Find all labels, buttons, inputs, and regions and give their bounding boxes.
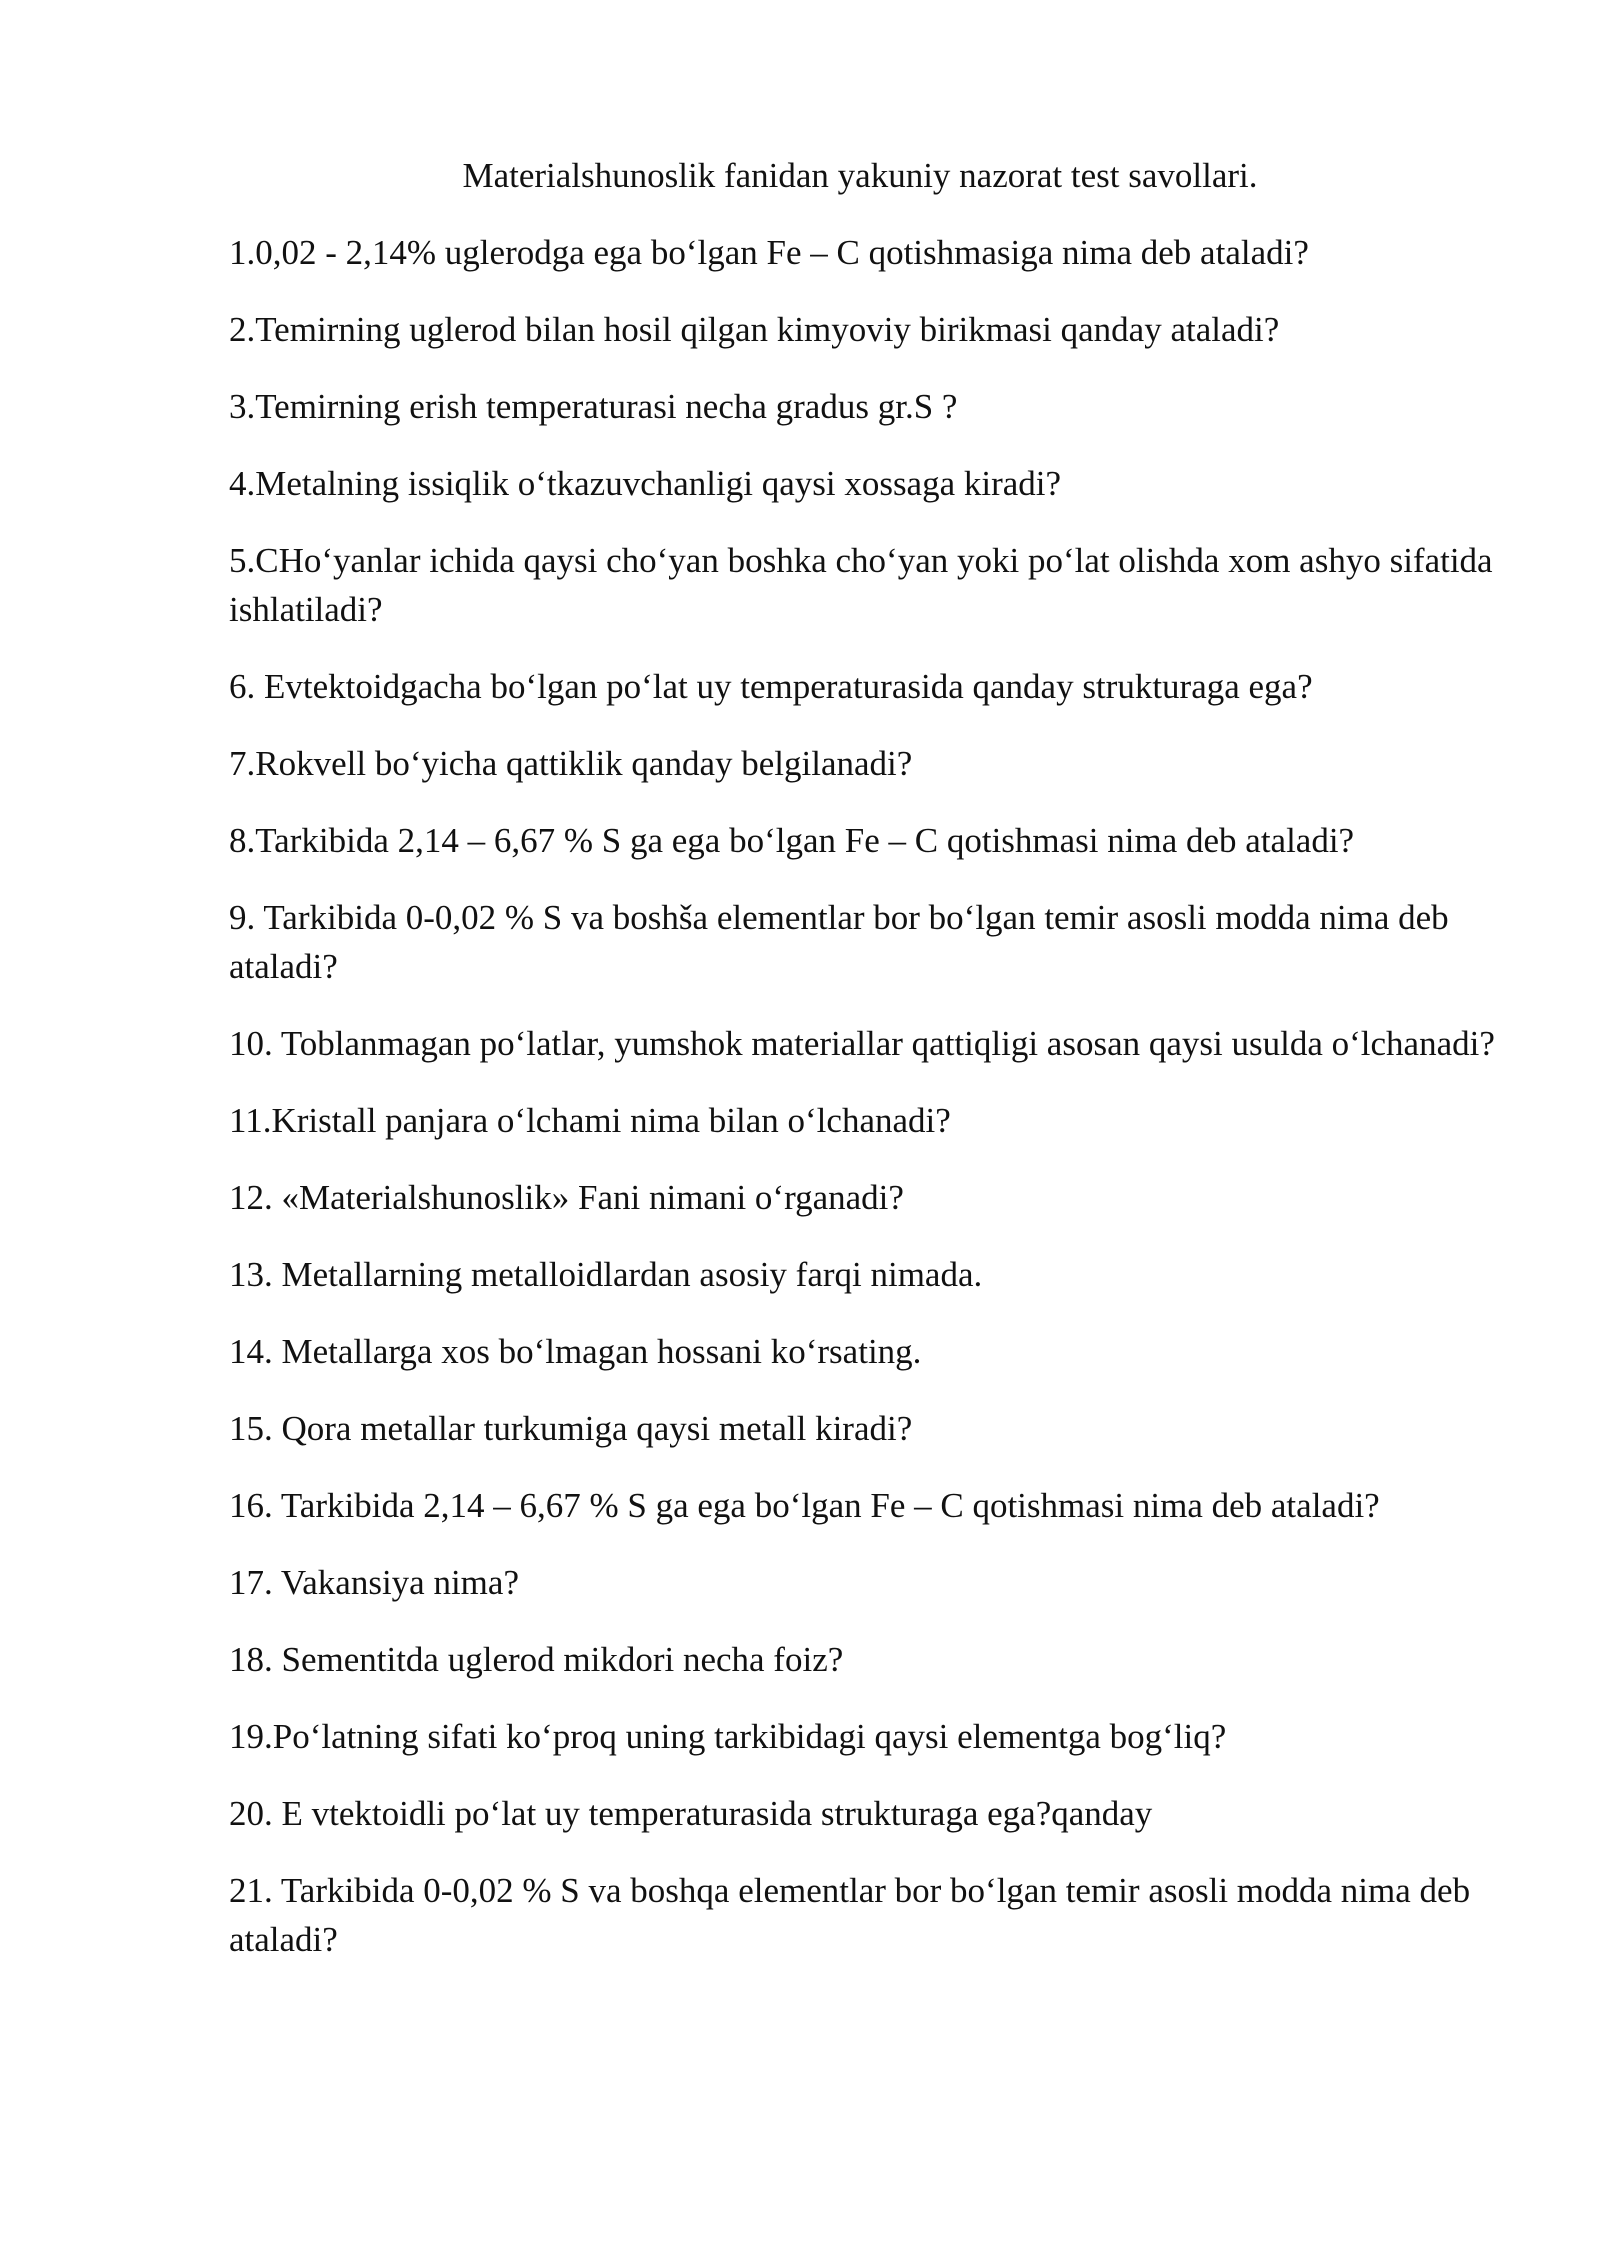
question-12: 12. «Materialshunoslik» Fani nimani o‘rganadi? <box>229 1178 904 1217</box>
document-title: Materialshunoslik fanidan yakuniy nazorat test savollari. <box>462 156 1258 195</box>
question-13: 13. Metallarning metalloidlardan asosiy farqi nimada. <box>229 1255 983 1294</box>
question-15: 15. Qora metallar turkumiga qaysi metall kiradi? <box>229 1409 913 1448</box>
question-20: 20. E vtektoidli po‘lat uy temperaturasida strukturaga ega?qanday <box>229 1794 1153 1833</box>
question-8: 8.Tarkibida 2,14 – 6,67 % S ga ega bo‘lgan Fe – C qotishmasi nima deb ataladi? <box>229 821 1355 860</box>
question-3: 3.Temirning erish temperaturasi necha gradus gr.S ? <box>229 387 958 426</box>
question-list <box>229 228 1519 1992</box>
question-11: 11.Kristall panjara o‘lchami nima bilan o‘lchanadi? <box>229 1101 951 1140</box>
question-9: 9. Tarkibida 0-0,02 % S va boshša elementlar bor bo‘lgan temir asosli modda nima deb ataladi? <box>229 898 1449 986</box>
question-7: 7.Rokvell bo‘yicha qattiklik qanday belgilanadi? <box>229 744 913 783</box>
question-18: 18. Sementitda uglerod mikdori necha foiz? <box>229 1640 844 1679</box>
question-2: 2.Temirning uglerod bilan hosil qilgan kimyoviy birikmasi qanday ataladi? <box>229 310 1280 349</box>
question-19: 19.Po‘latning sifati ko‘proq uning tarkibidagi qaysi elementga bog‘liq? <box>229 1717 1227 1756</box>
question-10: 10. Toblanmagan po‘latlar, yumshok materiallar qattiqligi asosan qaysi usulda o‘lchanadi? <box>229 1024 1495 1063</box>
question-6: 6. Evtektoidgacha bo‘lgan po‘lat uy temperaturasida qanday strukturaga ega? <box>229 667 1313 706</box>
question-4: 4.Metalning issiqlik o‘tkazuvchanligi qaysi xossaga kiradi? <box>229 464 1062 503</box>
question-1: 1.0,02 - 2,14% uglerodga ega bo‘lgan Fe – C qotishmasiga nima deb ataladi? <box>229 233 1309 272</box>
question-21: 21. Tarkibida 0-0,02 % S va boshqa elementlar bor bo‘lgan temir asosli modda nima deb ataladi? <box>229 1871 1471 1959</box>
question-17: 17. Vakansiya nima? <box>229 1563 519 1602</box>
question-14: 14. Metallarga xos bo‘lmagan hossani ko‘rsating. <box>229 1332 922 1371</box>
question-5: 5.CHo‘yanlar ichida qaysi cho‘yan boshka cho‘yan yoki po‘lat olishda xom ashyo sifatida ishlatiladi? <box>229 541 1493 629</box>
question-16: 16. Tarkibida 2,14 – 6,67 % S ga ega bo‘lgan Fe – C qotishmasi nima deb ataladi? <box>229 1486 1380 1525</box>
